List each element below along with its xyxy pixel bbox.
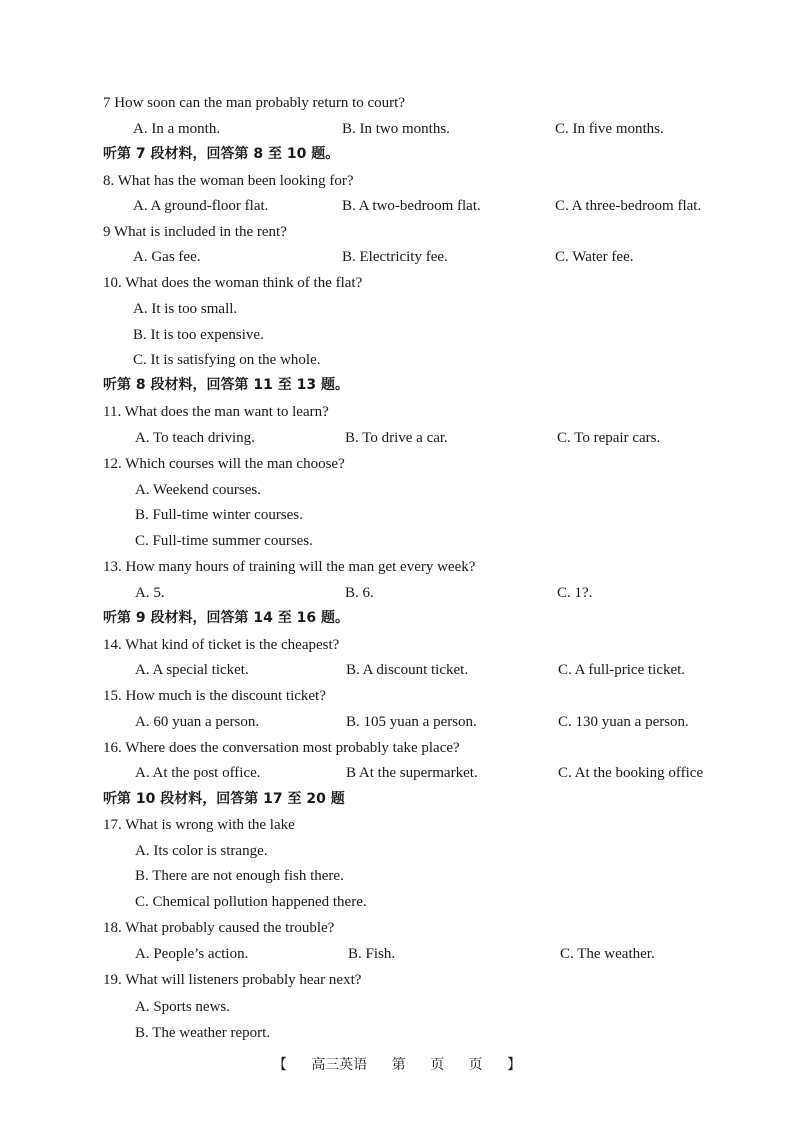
question-18-option-a: A. People’s action.	[135, 946, 249, 962]
question-8-option-c: C. A three-bedroom flat.	[555, 198, 702, 214]
question-13-option-a: A. 5.	[135, 585, 165, 601]
question-11-option-a: A. To teach driving.	[135, 430, 255, 446]
question-11-option-c: C. To repair cars.	[557, 430, 661, 446]
question-12-option-a: A. Weekend courses.	[135, 482, 261, 498]
question-11-stem: 11. What does the man want to learn?	[103, 404, 329, 420]
question-9-option-c: C. Water fee.	[555, 249, 634, 265]
question-16-option-c: C. At the booking office	[558, 765, 704, 781]
question-17-option-a: A. Its color is strange.	[135, 843, 268, 859]
question-15-stem: 15. How much is the discount ticket?	[103, 688, 326, 704]
question-16-option-b: B At the supermarket.	[346, 765, 478, 781]
question-15-option-c: C. 130 yuan a person.	[558, 714, 689, 730]
question-13-stem: 13. How many hours of training will the man get every week?	[103, 559, 476, 575]
question-12-option-b: B. Full-time winter courses.	[135, 507, 303, 523]
footer-bracket-open: 【	[272, 1057, 287, 1073]
question-15-option-a: A. 60 yuan a person.	[135, 714, 260, 730]
question-12-stem: 12. Which courses will the man choose?	[103, 456, 345, 472]
footer-page-label: 第	[391, 1057, 406, 1073]
section-header-9: 听第 9 段材料，回答第 14 至 16 题。	[103, 610, 349, 626]
footer-total: 页	[468, 1057, 483, 1073]
question-10-option-c: C. It is satisfying on the whole.	[133, 352, 321, 368]
question-15-option-b: B. 105 yuan a person.	[346, 714, 477, 730]
question-18-stem: 18. What probably caused the trouble?	[103, 920, 335, 936]
question-7-option-b: B. In two months.	[342, 121, 450, 137]
question-8-option-a: A. A ground-floor flat.	[133, 198, 269, 214]
question-14-option-a: A. A special ticket.	[135, 662, 249, 678]
question-13-option-c: C. 1?.	[557, 585, 593, 601]
question-19-option-a: A. Sports news.	[135, 999, 231, 1015]
question-16-stem: 16. Where does the conversation most probably take place?	[103, 740, 460, 756]
question-10-option-b: B. It is too expensive.	[133, 327, 264, 343]
question-7-option-a: A. In a month.	[133, 121, 221, 137]
question-14-stem: 14. What kind of ticket is the cheapest?	[103, 637, 340, 653]
question-10-stem: 10. What does the woman think of the flat?	[103, 275, 363, 291]
question-18-option-b: B. Fish.	[348, 946, 396, 962]
question-19-option-b: B. The weather report.	[135, 1025, 271, 1041]
question-7-option-c: C. In five months.	[555, 121, 664, 137]
question-16-option-a: A. At the post office.	[135, 765, 261, 781]
question-8-stem: 8. What has the woman been looking for?	[103, 173, 354, 189]
question-17-option-b: B. There are not enough fish there.	[135, 868, 344, 884]
footer-subject: 高三英语	[311, 1057, 368, 1073]
question-17-stem: 17. What is wrong with the lake	[103, 817, 295, 833]
question-19-stem: 19. What will listeners probably hear next?	[103, 972, 362, 988]
question-13-option-b: B. 6.	[345, 585, 374, 601]
section-header-10: 听第 10 段材料，回答第 17 至 20 题	[103, 791, 345, 807]
footer-mid: 页	[430, 1057, 445, 1073]
section-header-7: 听第 7 段材料，回答第 8 至 10 题。	[103, 146, 340, 162]
footer-bracket-close: 】	[507, 1057, 522, 1073]
question-9-option-a: A. Gas fee.	[133, 249, 201, 265]
page-footer	[0, 1054, 794, 1074]
section-header-8: 听第 8 段材料，回答第 11 至 13 题。	[103, 377, 349, 393]
question-14-option-c: C. A full-price ticket.	[558, 662, 686, 678]
question-9-stem: 9 What is included in the rent?	[103, 224, 287, 240]
question-7-stem: 7 How soon can the man probably return to court?	[103, 95, 405, 111]
question-11-option-b: B. To drive a car.	[345, 430, 448, 446]
question-12-option-c: C. Full-time summer courses.	[135, 533, 313, 549]
question-8-option-b: B. A two-bedroom flat.	[342, 198, 481, 214]
question-9-option-b: B. Electricity fee.	[342, 249, 448, 265]
question-17-option-c: C. Chemical pollution happened there.	[135, 894, 367, 910]
question-14-option-b: B. A discount ticket.	[346, 662, 469, 678]
question-18-option-c: C. The weather.	[560, 946, 655, 962]
question-10-option-a: A. It is too small.	[133, 301, 238, 317]
